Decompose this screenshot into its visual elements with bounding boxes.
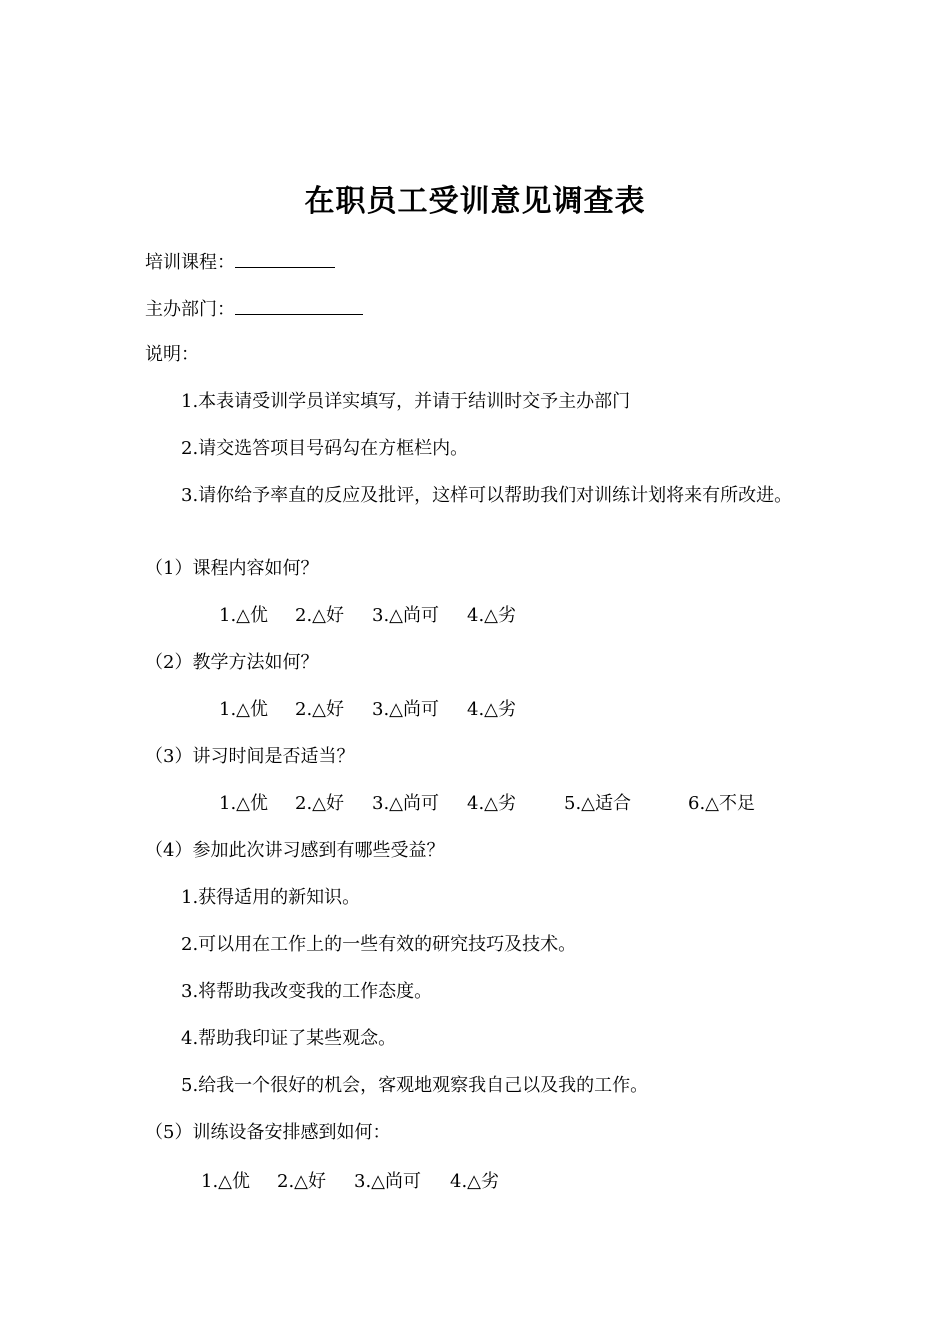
benefit-item[interactable]: 2.可以用在工作上的一些有效的研究技巧及技术。: [181, 934, 577, 955]
note-item: 3.请你给予率直的反应及批评，这样可以帮助我们对训练计划将来有所改进。: [181, 485, 793, 506]
option-item[interactable]: 1.△优: [219, 699, 269, 720]
option-item[interactable]: 4.△劣: [467, 793, 517, 814]
option-row: [201, 1170, 499, 1194]
option-item[interactable]: 2.△好: [295, 699, 345, 720]
option-item[interactable]: 2.△好: [295, 605, 345, 626]
option-item[interactable]: 2.△好: [295, 793, 345, 814]
benefit-item[interactable]: 3.将帮助我改变我的工作态度。: [181, 981, 433, 1002]
option-item[interactable]: 1.△优: [201, 1171, 251, 1192]
benefit-item[interactable]: 1.获得适用的新知识。: [181, 887, 361, 908]
course-blank[interactable]: [235, 249, 335, 268]
question-label: （1）课程内容如何？: [145, 558, 319, 579]
course-label: 培训课程：: [145, 252, 235, 273]
note-item: 1.本表请受训学员详实填写，并请于结训时交予主办部门: [181, 391, 631, 412]
option-item[interactable]: 1.△优: [219, 793, 269, 814]
option-item[interactable]: 4.△劣: [467, 699, 517, 720]
question-label: （3）讲习时间是否适当？: [145, 746, 355, 767]
option-item[interactable]: 5.△适合: [564, 793, 632, 814]
question-label: （5）训练设备安排感到如何：: [145, 1122, 391, 1143]
option-row: [219, 604, 516, 628]
option-item[interactable]: 3.△尚可: [372, 699, 440, 720]
question-label: （2）教学方法如何？: [145, 652, 319, 673]
course-field: [145, 249, 335, 275]
option-item[interactable]: 2.△好: [277, 1171, 327, 1192]
option-item[interactable]: 3.△尚可: [354, 1171, 422, 1192]
option-item[interactable]: 3.△尚可: [372, 793, 440, 814]
option-row: [219, 698, 516, 722]
option-item[interactable]: 1.△优: [219, 605, 269, 626]
option-item[interactable]: 3.△尚可: [372, 605, 440, 626]
benefit-item[interactable]: 4.帮助我印证了某些观念。: [181, 1028, 397, 1049]
note-item: 2.请交选答项目号码勾在方框栏内。: [181, 438, 469, 459]
notes-label: 说明：: [145, 344, 199, 365]
option-item[interactable]: 4.△劣: [450, 1171, 500, 1192]
benefit-item[interactable]: 5.给我一个很好的机会，客观地观察我自己以及我的工作。: [181, 1075, 649, 1096]
page-title: 在职员工受训意见调查表: [304, 184, 646, 219]
option-row: [219, 792, 755, 816]
option-item[interactable]: 6.△不足: [688, 793, 756, 814]
dept-blank[interactable]: [235, 296, 363, 315]
dept-label: 主办部门：: [145, 299, 235, 320]
question-label: （4）参加此次讲习感到有哪些受益？: [145, 840, 445, 861]
dept-field: [145, 296, 363, 322]
option-item[interactable]: 4.△劣: [467, 605, 517, 626]
